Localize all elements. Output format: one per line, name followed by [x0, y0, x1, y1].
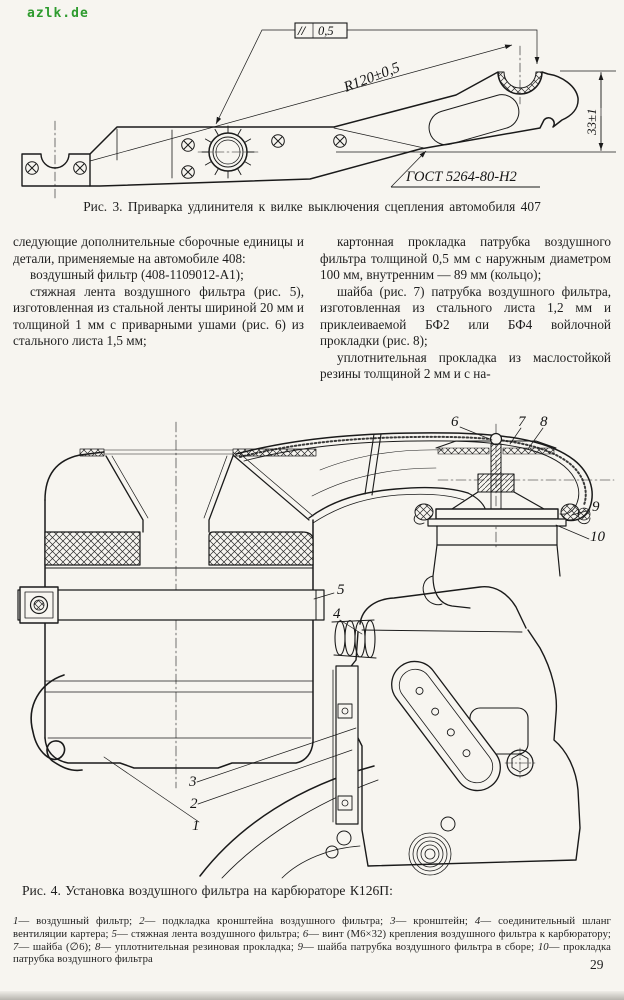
- paragraph: картонная прокладка патрубка воздушного фильтра толщиной 0,5 мм с наружным диаметром 100 мм, внутренним — 89 мм (кольцо);: [320, 234, 611, 282]
- wire-clip: [31, 675, 82, 770]
- watermark-azlk: azlk.de: [27, 6, 89, 21]
- figure-4-drawing: [0, 408, 624, 880]
- body-text: [13, 234, 611, 383]
- callout-1: 1: [192, 818, 200, 834]
- dimension-lines: [90, 23, 616, 187]
- weld-ring: [198, 126, 258, 178]
- paragraph: уплотнительная прокладка из маслостойкой резины толщиной 2 мм и с на-: [320, 349, 611, 381]
- figure-4-caption: Рис. 4. Установка воздушного фильтра на карбюраторе К126П:: [22, 883, 393, 898]
- figure-4-legend: 1— воздушный фильтр; 2— подкладка кронштейна воздушного фильтра; 3— кронштейн; 4— соединительный шланг вентиляции картера; 5— стяжная лента воздушного фильтра; 6— винт (М6×32) крепления воздушного фильтра к карбюратору; 7— шайба (∅6); 8— уплотнительная резиновая прокладка; 9— шайба патрубка воздушного фильтра в сборе; 10— прокладка патрубка воздушного фильтра: [13, 914, 612, 966]
- clamp-band: [18, 587, 324, 623]
- engine-block: [200, 587, 580, 878]
- callout-9: 9: [592, 499, 600, 515]
- radius-dimension: R120±0,5: [341, 59, 403, 96]
- callout-3: 3: [189, 774, 197, 790]
- gost-weld-label: ГОСТ 5264-80-Н2: [406, 169, 517, 185]
- paragraph: следующие дополнительные сборочные единицы и детали, применяемые на автомобиле 408:: [13, 234, 304, 266]
- vent-hose: [332, 620, 376, 658]
- callout-10: 10: [590, 529, 605, 545]
- page-number: 29: [590, 957, 604, 972]
- callout-4: 4: [333, 606, 341, 622]
- figure-4: [0, 408, 624, 880]
- text-column-left: [13, 234, 304, 383]
- callout-6: 6: [451, 414, 459, 430]
- callout-8: 8: [540, 414, 548, 430]
- carburetor-body: [423, 545, 560, 608]
- figure-3: [0, 8, 624, 200]
- figure-3-drawing: [0, 8, 624, 200]
- figure-3-caption: Рис. 3. Приварка удлинителя к вилке выключения сцепления автомобиля 407: [83, 199, 541, 214]
- height-dimension: 33±1: [584, 108, 599, 135]
- callout-5: 5: [337, 582, 345, 598]
- paragraph: стяжная лента воздушного фильтра (рис. 5), изготовленная из стальной ленты шириной 20 мм и толщиной 1 мм с приварными ушами (рис. 6) из стального листа 1,5 мм;: [13, 283, 304, 348]
- scan-edge-shadow: [0, 991, 624, 1000]
- callout-7: 7: [518, 414, 526, 430]
- tolerance-value: 0,5: [318, 24, 334, 38]
- tolerance-symbol: //: [298, 23, 306, 38]
- text-column-right: [320, 234, 611, 383]
- paragraph: воздушный фильтр (408-1109012-А1);: [30, 267, 244, 282]
- callout-2: 2: [190, 796, 198, 812]
- paragraph: шайба (рис. 7) патрубка воздушного фильтра, изготовленная из стального листа 1,2 мм и приклеиваемой БФ2 или БФ4 войлочной прокладки (рис. 8);: [320, 283, 611, 348]
- flange-assembly: [414, 504, 590, 545]
